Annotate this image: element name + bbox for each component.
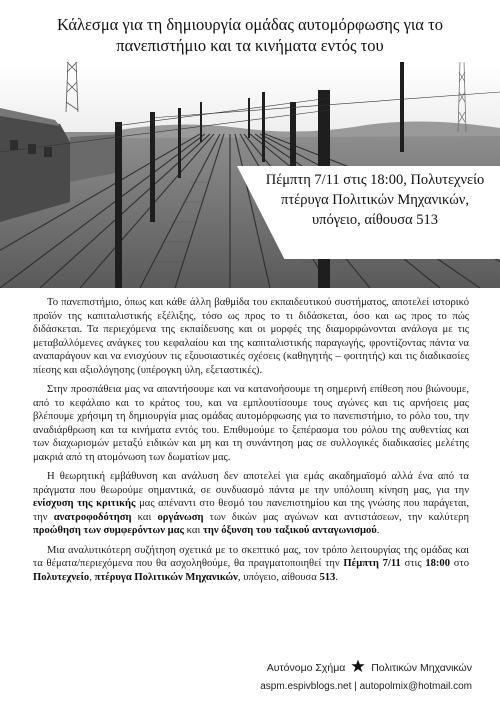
footer	[172, 659, 472, 693]
event-callout	[250, 170, 500, 230]
title-line-1: Κάλεσμα για τη δημιουργία ομάδας αυτομόρφωσης για το	[57, 15, 443, 34]
separator: |	[354, 681, 357, 692]
paragraph-2: Στην προσπάθεια μας να απαντήσουμε και να κατανοήσουμε τη σημερινή επίθεση που βιώνουμε, από το κεφάλαιο και το κράτος του, και να εμπλουτίσουμε τους αγώνες και τις αρνήσεις μας βλέπουμε χρήσιμη τη δημιουργία μιας ομάδας αυτομόρφωσης για το πανεπιστήμιο, το ρόλο του, την αναδιάρθρωση και τα κινήματα εντός του. Επιθυμούμε το ξεπέρασμα του ρόλου της αυθεντίας και των διαχωρισμών μεταξύ ειδικών και μη και τη συνάντηση μας σε συλλογικές διαδικασίες μελέτης μακριά από τη ατομόνωση των δωματίων μας.	[33, 384, 469, 463]
callout-line-2: πτέρυγα Πολιτικών Μηχανικών,	[281, 192, 469, 208]
page-title	[0, 14, 500, 56]
org-name-right: Πολιτικών Μηχανικών	[371, 662, 472, 674]
paragraph-3: Η θεωρητική εμβάθυνση και ανάλυση δεν αποτελεί για εμάς ακαδημαϊσμό αλλά ένα από τα πράγματα που θεωρούμε σημαντικά, σε συνδυασμό πάντα με την υπόλοιπη κίνηση μας, για την ενίσχυση της κριτικής μας απέναντι στο θεσμό του πανεπιστημίου και της γνώσης που παράγεται, την ανατροφοδότηση και οργάνωση των δικών μας αγώνων και αντιστάσεων, την καλύτερη προώθηση των συμφερόντων μας και την όξυνση του ταξικού ανταγωνισμού.	[33, 471, 470, 536]
callout-line-3: υπόγειο, αίθουσα 513	[311, 212, 439, 228]
organization-name	[172, 659, 472, 676]
paragraph-4: Μια αναλυτικότερη συζήτηση σχετικά με το σκεπτικό μας, τον τρόπο λειτουργίας της ομάδας και τα θέματα/περιεχόμενα που θα ασχοληθούμε, θα πραγματοποιηθεί την Πέμπτη 7/11 στις 18:00 στο Πολυτεχνείο, πτέρυγα Πολιτικών Μηχανικών, υπόγειο, αίθουσα 513.	[33, 544, 470, 583]
org-name-left: Αυτόνομο Σχήμα	[266, 662, 346, 674]
paragraph-1: Το πανεπιστήμιο, όπως και κάθε άλλη βαθμίδα του εκπαιδευτικού συστήματος, αποτελεί ιστορικό προϊόν της καπιταλιστικής εξέλιξης, τόσο ως προς το τι διδάσκεται, όσο και ως προς το πώς διδάσκεται. Τα περιεχόμενα της εκπαίδευσης και οι μορφές της διαμορφώνονται ανάλογα με τις μεταβαλλόμενες ανάγκες του κεφαλαίου και της καπιταλιστικής παραγωγής, φροντίζοντας πάντα να αναπαράγουν και να ενισχύουν τις εξουσιαστικές σχέσεις (καθηγητής – φοιτητής) και τις διαδικασίες πίεσης και αξιολόγησης (υπέρογκη ύλη, εξεταστικές).	[33, 297, 469, 376]
body-text	[33, 296, 469, 590]
star-icon	[351, 659, 365, 673]
title-line-2: πανεπιστήμιο και τα κινήματα εντός του	[116, 36, 384, 55]
contacts	[172, 680, 472, 693]
email-link[interactable]: autopolmix@hotmail.com	[359, 681, 472, 692]
callout-line-1: Πέμπτη 7/11 στις 18:00, Πολυτεχνείο	[265, 172, 485, 188]
website-link[interactable]: aspm.espivblogs.net	[260, 681, 352, 692]
